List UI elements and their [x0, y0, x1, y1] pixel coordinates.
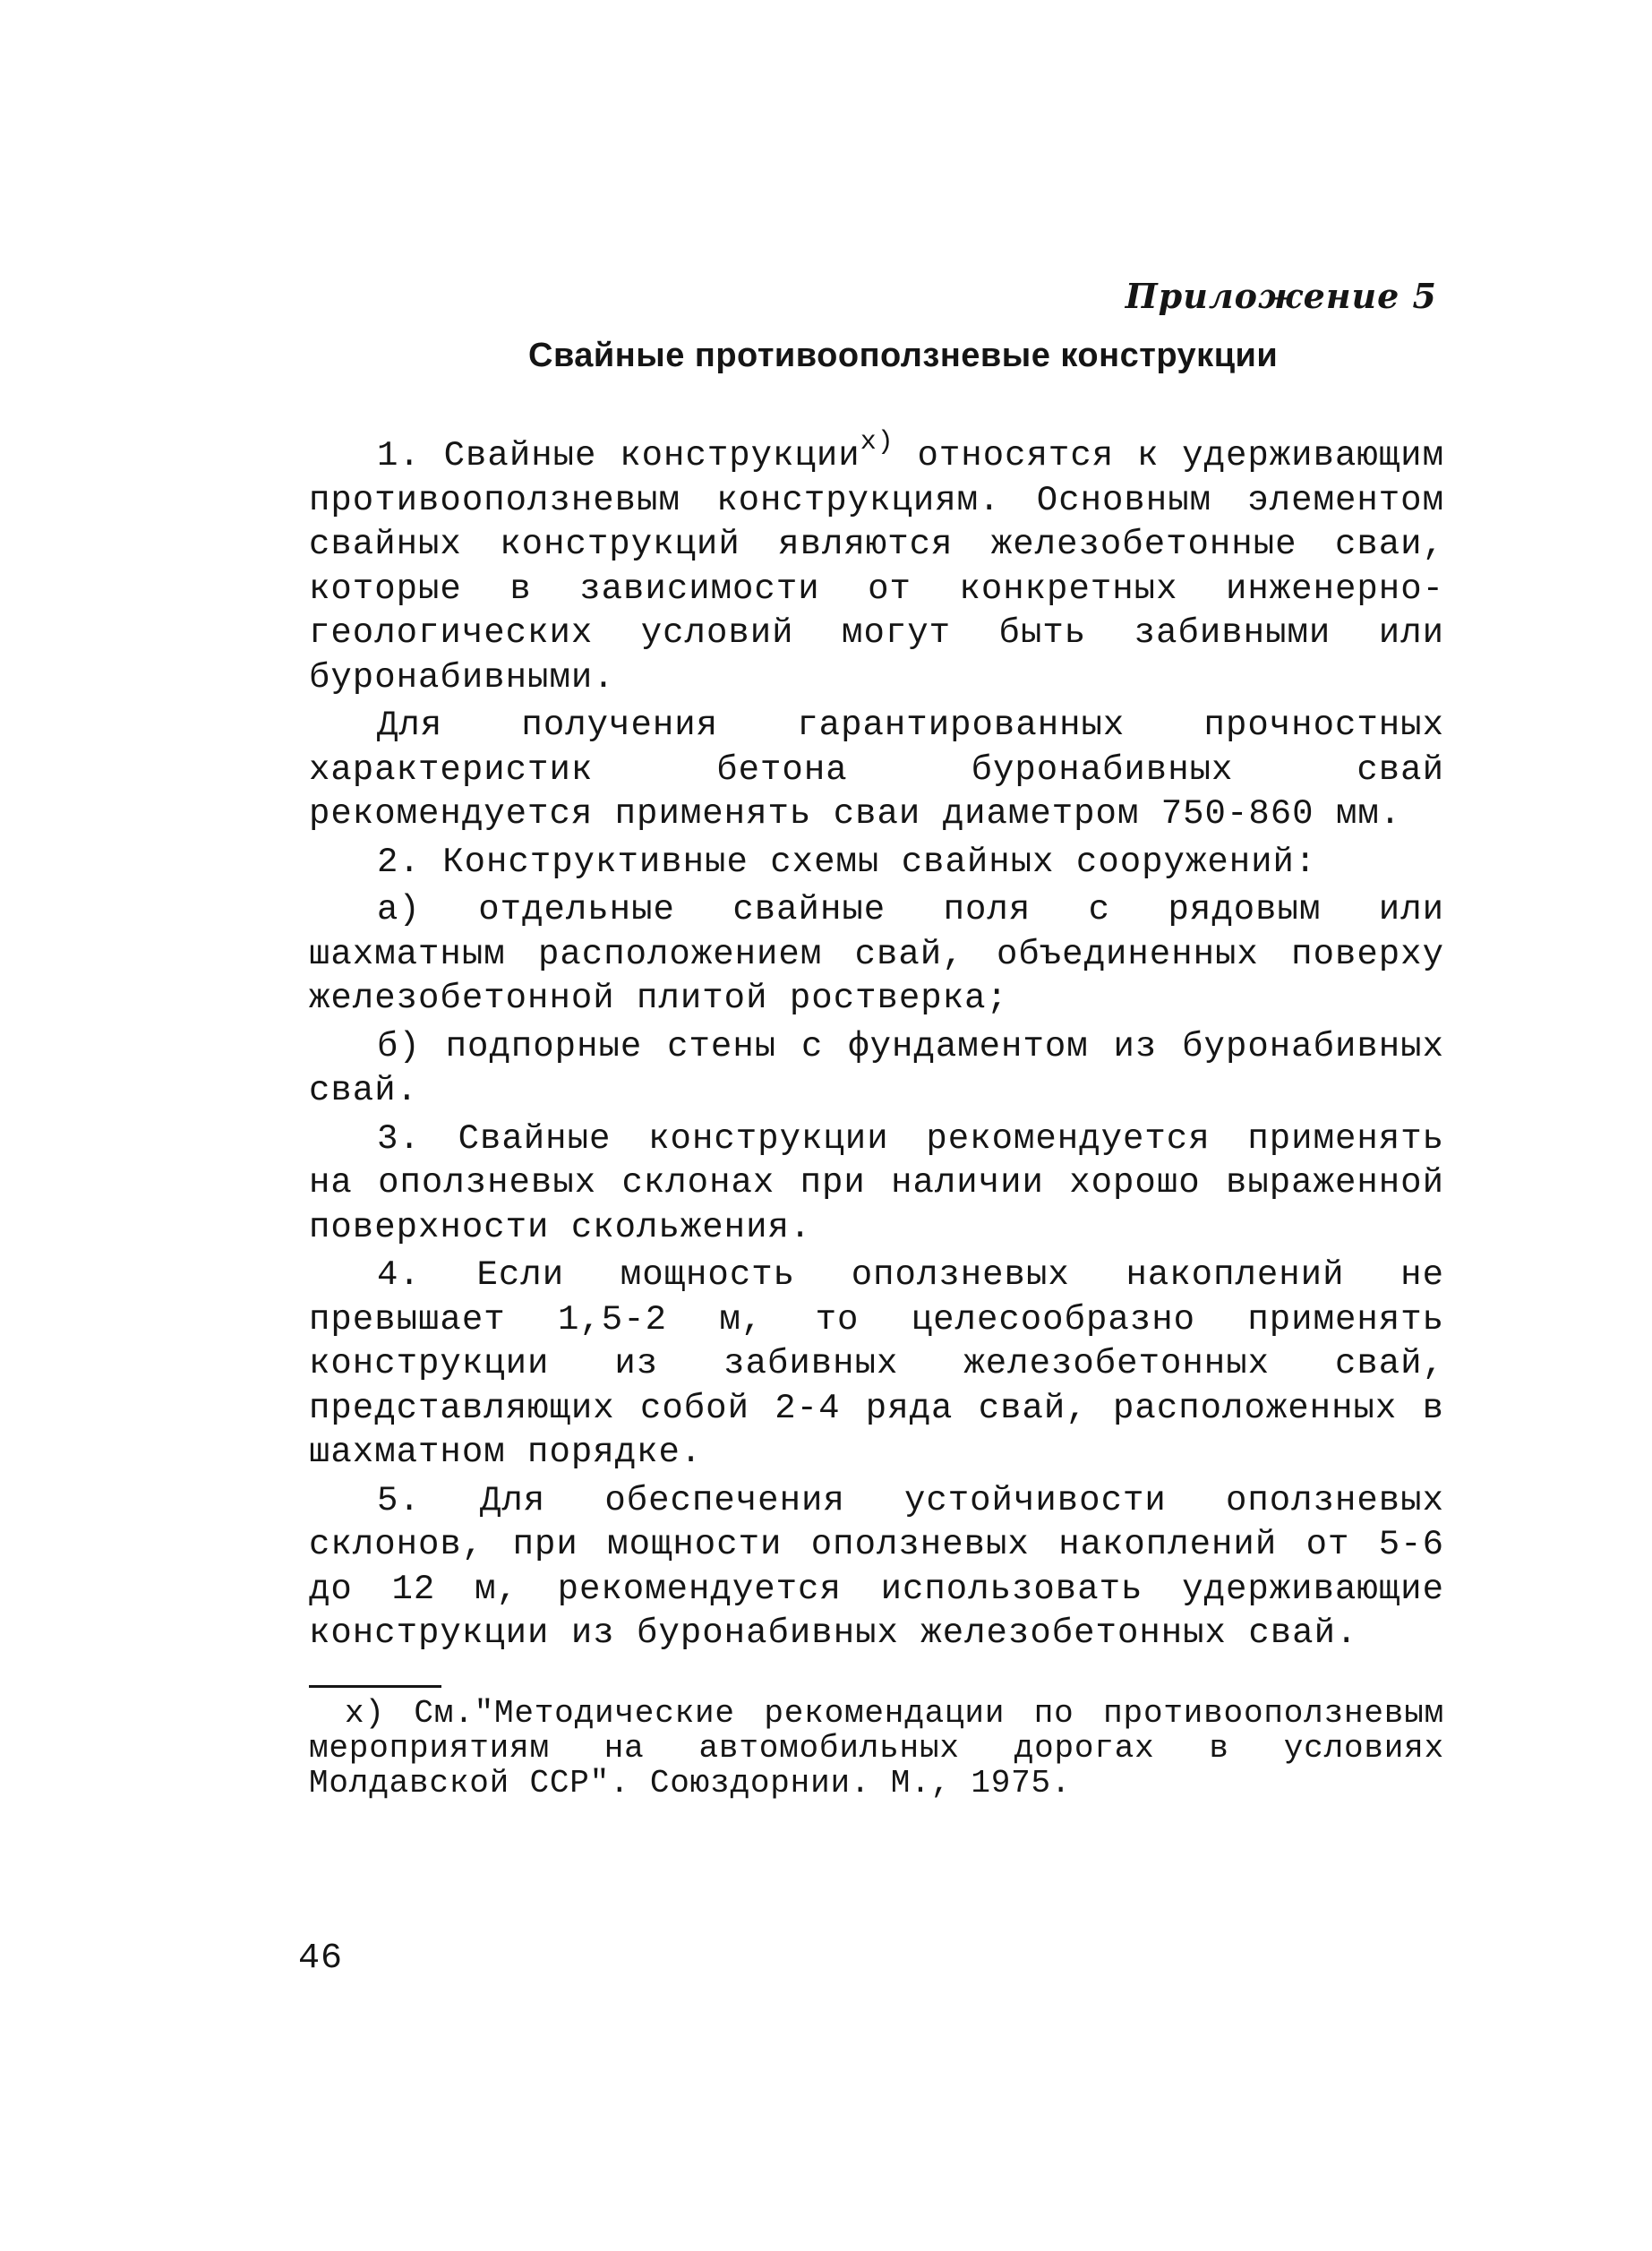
paragraph-6: 5. Для обеспечения устойчивости оползневых склонов, при мощности оползневых накоплений от 5-6 до 12 м, рекомендуется использовать удерживающие конструкции из буронабивных железобетонных свай.: [309, 1480, 1444, 1653]
paragraph-5: 4. Если мощность оползневых накоплений не превышает 1,5-2 м, то целесообразно применять конструкции из забивных железобетонных свай, представляющих собой 2-4 ряда свай, расположенных в шахматном порядке.: [309, 1255, 1444, 1472]
appendix-label: Приложение 5: [1125, 276, 1437, 316]
paragraph-2: Для получения гарантированных прочностных характеристик бетона буронабивных свай рекомендуется применять сваи диаметром 750-860 мм.: [309, 706, 1444, 834]
footnote-marker: х): [860, 427, 894, 458]
paragraph-1-rest: относятся к удерживающим противооползневым конструкциям. Основным элементом свайных конструкций являются железобетонные сваи, которые в зависимости от конкретных инженерно-геологических условий могут быть забивными или буронабивными.: [309, 436, 1444, 698]
list-item-a: а) отдельные свайные поля с рядовым или шахматным расположением свай, объединенных поверху железобетонной плитой ростверка;: [309, 890, 1444, 1018]
paragraph-1: [309, 427, 1444, 700]
footnote: [309, 1696, 1444, 1801]
page-number: 46: [298, 1939, 344, 1979]
paragraph-4: 3. Свайные конструкции рекомендуется применять на оползневых склонах при наличии хорошо выраженной поверхности скольжения.: [309, 1118, 1444, 1247]
list-item-b: б) подпорные стены с фундаментом из буронабивных свай.: [309, 1026, 1444, 1110]
paragraph-3: 2. Конструктивные схемы свайных сооружений:: [377, 842, 1317, 882]
page-title: Свайные противооползневые конструкции: [528, 337, 1279, 374]
body-text: [309, 427, 1444, 1660]
footnote-divider: [309, 1685, 441, 1688]
footnote-text: х) См."Методические рекомендации по противооползневым мероприятиям на автомобильных дорогах в условиях Молдавской ССР". Союздорнии. М., 1975.: [309, 1695, 1444, 1802]
paragraph-1-start: 1. Свайные конструкции: [377, 436, 860, 475]
